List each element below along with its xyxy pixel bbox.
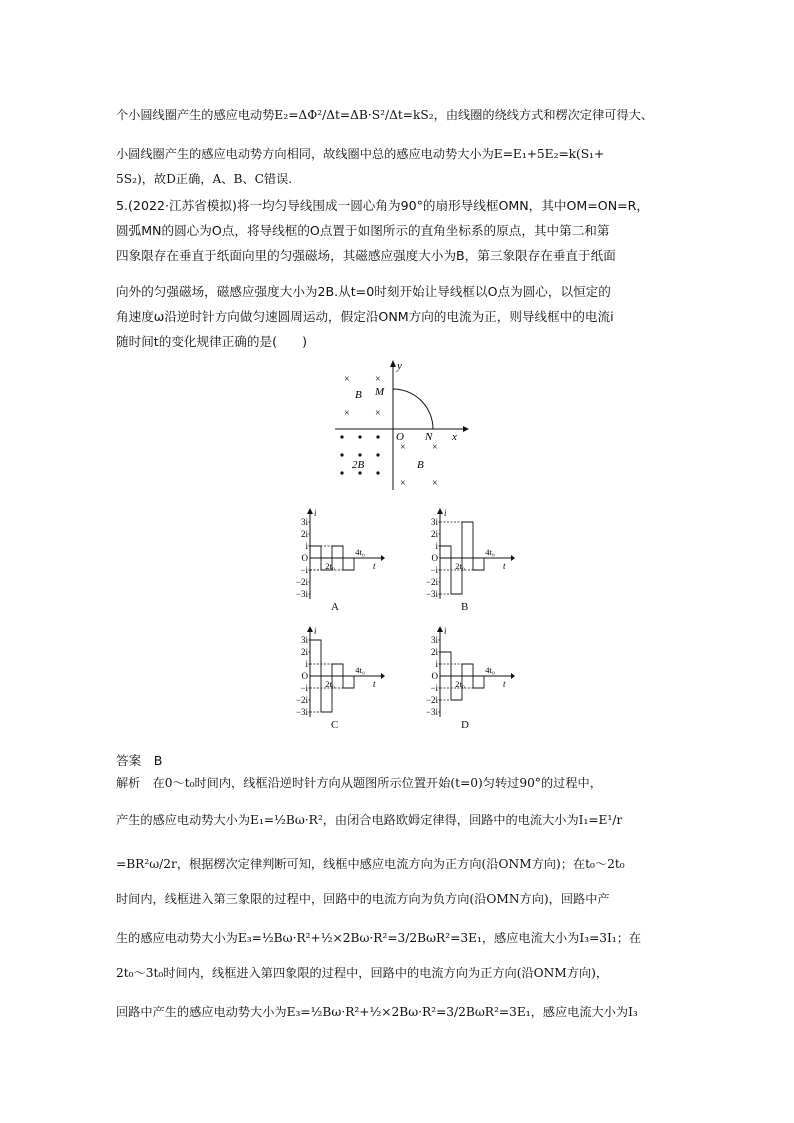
- t-axis-label: t: [503, 679, 506, 689]
- tick-label: O: [431, 553, 438, 563]
- text-line-2: 小圆线圈产生的感应电动势方向相同，故线圈中总的感应电动势大小为E=E₁+5E₂=k(S₁+: [116, 147, 605, 161]
- tick-4t0: 4t₀: [485, 665, 495, 675]
- tick-label: 2i: [300, 647, 308, 657]
- svg-text:×: ×: [375, 374, 381, 385]
- svg-text:×: ×: [432, 478, 438, 489]
- text-line-9: 随时间t的变化规律正确的是( ): [116, 334, 308, 349]
- text-line-8: 角速度ω沿逆时针方向做匀速圆周运动，假定沿ONM方向的电流为正，则导线框中的电流i: [116, 309, 614, 324]
- tick-label: −3i: [295, 707, 308, 717]
- tick-label: 2i: [430, 529, 438, 539]
- graph-option-c: [285, 625, 385, 720]
- label-b-q2: B: [355, 389, 362, 401]
- text-line-6: 四象限存在垂直于纸面向里的匀强磁场，其磁感应强度大小为B，第三象限存在垂直于纸面: [116, 248, 616, 263]
- i-axis-label: i: [314, 626, 317, 636]
- text-line-7: 向外的匀强磁场，磁感应强度大小为2B.从t=0时刻开始让导线框以O点为圆心，以恒定的: [116, 284, 611, 299]
- text-line-12: 产生的感应电动势大小为E₁=½Bω·R²，由闭合电路欧姆定律得，回路中的电流大小为I₁=E¹/r: [116, 813, 623, 827]
- tick-label: O: [301, 553, 308, 563]
- option-letter-a: A: [331, 601, 339, 613]
- tick-label: i: [305, 659, 308, 669]
- t-axis-label: t: [373, 561, 376, 571]
- tick-label: i: [435, 541, 438, 551]
- tick-label: −i: [300, 565, 308, 575]
- tick-label: 3i: [430, 635, 438, 645]
- tick-4t0: 4t₀: [355, 665, 365, 675]
- tick-label: −3i: [425, 707, 438, 717]
- tick-label: −2i: [295, 577, 308, 587]
- svg-text:×: ×: [400, 478, 406, 489]
- tick-4t0: 4t₀: [485, 547, 495, 557]
- tick-label: O: [301, 671, 308, 681]
- text-line-3: 5S₂)，故D正确，A、B、C错误.: [116, 172, 293, 186]
- svg-text:×: ×: [432, 442, 438, 453]
- graph-option-a: [285, 507, 385, 602]
- axis-x-label: x: [452, 431, 457, 443]
- tick-label: 2i: [300, 529, 308, 539]
- field-figure: [325, 358, 470, 493]
- text-line-10: 答案 B: [116, 753, 163, 768]
- axis-y-label: y: [397, 360, 402, 372]
- graph-option-d: [415, 625, 515, 720]
- tick-label: −i: [430, 683, 438, 693]
- tick-label: i: [305, 541, 308, 551]
- tick-label: i: [435, 659, 438, 669]
- text-line-5: 圆弧MN的圆心为O点，将导线框的O点置于如图所示的直角坐标系的原点，其中第二和第: [116, 223, 610, 238]
- point-o-label: O: [396, 431, 404, 443]
- tick-label: −i: [430, 565, 438, 575]
- label-2b-q3: 2B: [352, 459, 365, 471]
- text-line-16: 2t₀～3t₀时间内，线框进入第四象限的过程中，回路中的电流方向为正方向(沿ONM方向)，: [116, 966, 609, 980]
- tick-label: 3i: [300, 517, 308, 527]
- tick-label: −3i: [295, 589, 308, 599]
- i-axis-label: i: [444, 626, 447, 636]
- text-line-13: =BR²ω/2r，根据楞次定律判断可知，线框中感应电流方向为正方向(沿ONM方向)；在t₀～2t₀: [116, 857, 625, 871]
- label-b-q4: B: [417, 459, 424, 471]
- tick-2t0: 2t₀: [325, 679, 335, 689]
- svg-text:×: ×: [400, 442, 406, 453]
- tick-label: −i: [300, 683, 308, 693]
- option-letter-c: C: [331, 719, 339, 731]
- text-line-17: 回路中产生的感应电动势大小为E₃=½Bω·R²+½×2Bω·R²=3/2BωR²=3E₁，感应电流大小为I₃: [116, 1005, 638, 1019]
- point-m-label: M: [375, 386, 385, 398]
- t-axis-label: t: [373, 679, 376, 689]
- tick-label: −2i: [425, 577, 438, 587]
- text-line-11: 解析 在0～t₀时间内，线框沿逆时针方向从题图所示位置开始(t=0)匀转过90°的过程中，: [116, 776, 602, 790]
- tick-4t0: 4t₀: [355, 547, 365, 557]
- tick-label: O: [431, 671, 438, 681]
- tick-label: −2i: [295, 695, 308, 705]
- text-line-1: 个小圆线圈产生的感应电动势E₂=ΔΦ²/Δt=ΔB·S²/Δt=kS₂，由线圈的绕线方式和楞次定律可得大、: [116, 108, 654, 122]
- text-line-4: 5.(2022·江苏省模拟)将一均匀导线围成一圆心角为90°的扇形导线框OMN，其中OM=ON=R，: [116, 198, 650, 213]
- tick-2t0: 2t₀: [455, 679, 465, 689]
- tick-label: 2i: [430, 647, 438, 657]
- tick-label: −3i: [425, 589, 438, 599]
- svg-text:×: ×: [375, 408, 381, 419]
- graph-option-b: [415, 507, 515, 602]
- tick-label: 3i: [430, 517, 438, 527]
- tick-2t0: 2t₀: [455, 561, 465, 571]
- i-axis-label: i: [444, 508, 447, 518]
- svg-text:×: ×: [344, 374, 350, 385]
- text-line-15: 生的感应电动势大小为E₃=½Bω·R²+½×2Bω·R²=3/2BωR²=3E₁，感应电流大小为I₃=3I₁；在: [116, 931, 642, 945]
- svg-text:×: ×: [344, 408, 350, 419]
- t-axis-label: t: [503, 561, 506, 571]
- tick-label: −2i: [425, 695, 438, 705]
- point-n-label: N: [425, 431, 433, 443]
- option-letter-d: D: [461, 719, 469, 731]
- text-line-14: 时间内，线框进入第三象限的过程中，回路中的电流方向为负方向(沿OMN方向)，回路中产: [116, 892, 610, 906]
- tick-label: 3i: [300, 635, 308, 645]
- option-letter-b: B: [461, 601, 469, 613]
- i-axis-label: i: [314, 508, 317, 518]
- tick-2t0: 2t₀: [325, 561, 335, 571]
